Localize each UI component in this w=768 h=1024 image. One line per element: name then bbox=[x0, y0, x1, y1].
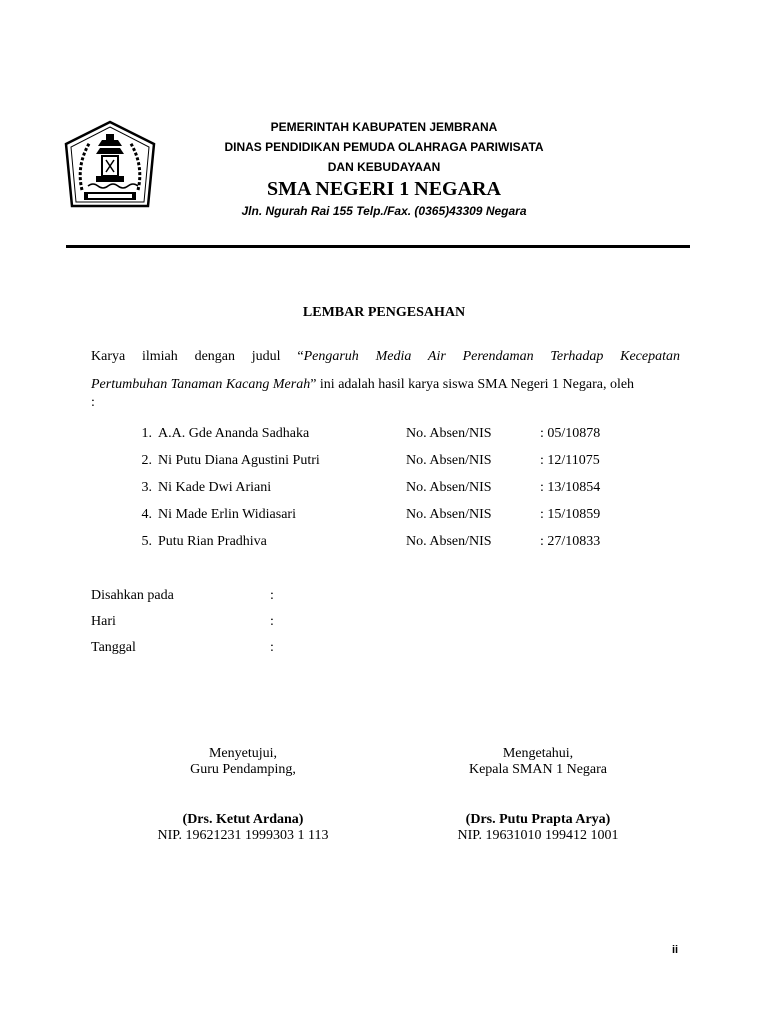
field-approval-colon: : bbox=[270, 588, 274, 603]
list-item: 1. A.A. Gde Ananda Sadhaka No. Absen/NIS : 05/10878 bbox=[141, 426, 601, 441]
intro-paragraph bbox=[91, 343, 680, 409]
header-department: DINAS PENDIDIKAN PEMUDA OLAHRAGA PARIWISATA bbox=[224, 140, 544, 154]
student-nis: : 15/10859 bbox=[540, 507, 601, 522]
student-name: Ni Kade Dwi Ariani bbox=[158, 480, 272, 495]
header-divider bbox=[66, 245, 690, 248]
page-number: ii bbox=[672, 944, 679, 956]
signature-left-approval: Menyetujui, bbox=[208, 746, 278, 761]
signature-left-role: Guru Pendamping, bbox=[190, 762, 296, 777]
student-nis: : 27/10833 bbox=[540, 534, 601, 549]
field-date-colon: : bbox=[270, 640, 274, 655]
signature-left-name: (Drs. Ketut Ardana) bbox=[182, 812, 304, 827]
signature-left bbox=[113, 746, 373, 844]
signature-right-name: (Drs. Putu Prapta Arya) bbox=[465, 812, 611, 827]
field-approval-label: Disahkan pada bbox=[91, 588, 174, 603]
student-name: Ni Made Erlin Widiasari bbox=[158, 507, 296, 522]
student-nis: : 13/10854 bbox=[540, 480, 601, 495]
jembrana-regency-crest-icon bbox=[62, 120, 158, 216]
field-day-colon: : bbox=[270, 614, 274, 629]
student-name: Putu Rian Pradhiva bbox=[158, 534, 267, 549]
header-government: PEMERINTAH KABUPATEN JEMBRANA bbox=[270, 120, 498, 134]
intro-trailing-colon: : bbox=[91, 395, 95, 410]
student-nis: : 05/10878 bbox=[540, 426, 601, 441]
list-item: 2. Ni Putu Diana Agustini Putri No. Absen/NIS : 12/11075 bbox=[141, 453, 600, 468]
header-department-cont: DAN KEBUDAYAAN bbox=[327, 160, 441, 174]
student-name: Ni Putu Diana Agustini Putri bbox=[158, 453, 320, 468]
student-name: A.A. Gde Ananda Sadhaka bbox=[158, 426, 310, 441]
list-item: 4. Ni Made Erlin Widiasari No. Absen/NIS : 15/10859 bbox=[141, 507, 601, 522]
field-date-label: Tanggal bbox=[91, 640, 136, 655]
signature-left-nip: NIP. 19621231 1999303 1 113 bbox=[157, 828, 329, 843]
signature-right-role: Kepala SMAN 1 Negara bbox=[468, 762, 607, 777]
field-day-label: Hari bbox=[91, 614, 116, 629]
intro-line-1: Karya ilmiah dengan judul “Pengaruh Media Air Perendaman Terhadap Kecepatan bbox=[91, 349, 680, 364]
signature-right bbox=[408, 746, 668, 844]
page-title: LEMBAR PENGESAHAN bbox=[302, 305, 466, 320]
student-nis: : 12/11075 bbox=[540, 453, 600, 468]
signature-right-acknowledged: Mengetahui, bbox=[502, 746, 574, 761]
thesis-title-part2: Pertumbuhan Tanaman Kacang Merah bbox=[91, 377, 311, 392]
list-item: 3. Ni Kade Dwi Ariani No. Absen/NIS : 13/10854 bbox=[141, 480, 601, 495]
list-item: 5. Putu Rian Pradhiva No. Absen/NIS : 27/10833 bbox=[141, 534, 601, 549]
intro-line-2: Pertumbuhan Tanaman Kacang Merah” ini adalah hasil karya siswa SMA Negeri 1 Negara, oleh bbox=[91, 377, 635, 392]
thesis-title-part1: Pengaruh Media Air Perendaman Terhadap Kecepatan bbox=[303, 349, 680, 364]
school-name: SMA NEGERI 1 NEGARA bbox=[267, 178, 501, 200]
signature-right-nip: NIP. 19631010 199412 1001 bbox=[457, 828, 619, 843]
school-address: Jln. Ngurah Rai 155 Telp./Fax. (0365)43309 Negara bbox=[241, 204, 527, 218]
